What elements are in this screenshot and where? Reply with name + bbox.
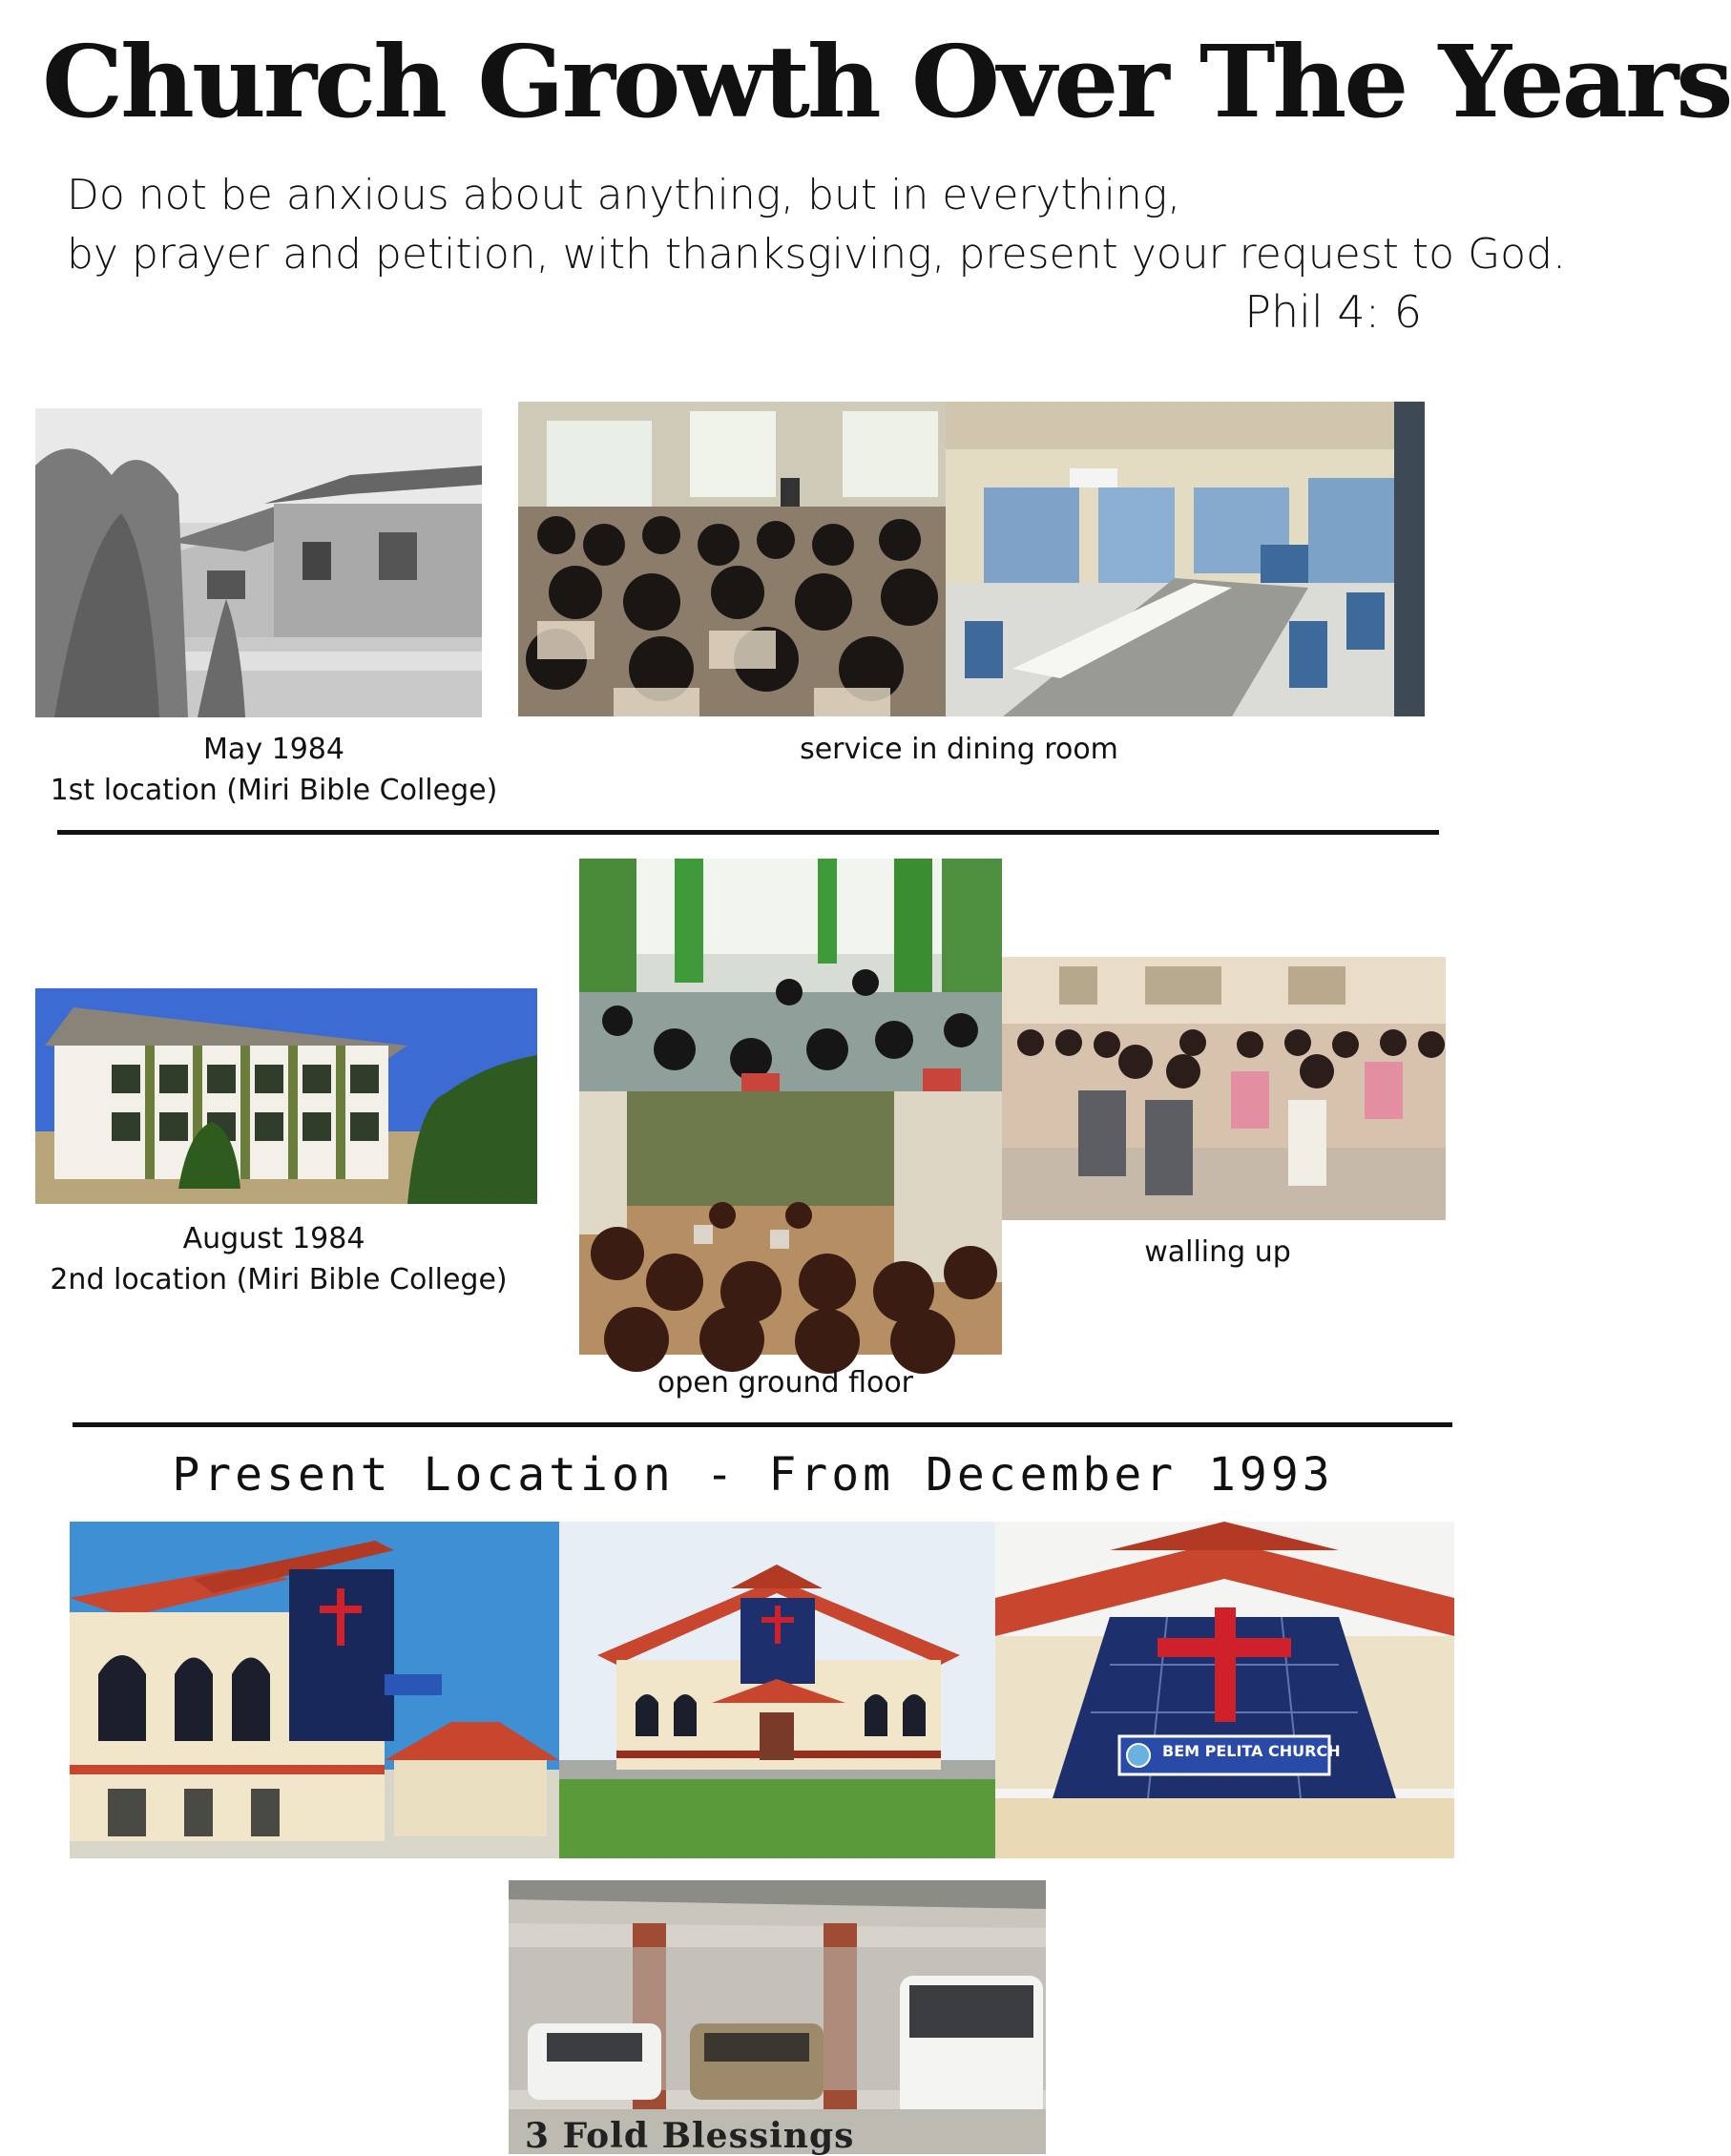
caption-service-dining-room: service in dining room xyxy=(800,733,1118,766)
church-sign-text: BEM PELITA CHURCH xyxy=(1162,1742,1341,1760)
caption-august-1984: August 1984 xyxy=(182,1222,365,1255)
caption-walling-up: walling up xyxy=(1144,1235,1291,1269)
photo-church-front-view xyxy=(559,1522,995,1858)
blessings-caption: 3 Fold Blessings xyxy=(525,2116,855,2156)
divider-2 xyxy=(73,1422,1452,1427)
photo-car-park xyxy=(509,1880,1046,2154)
divider-1 xyxy=(57,830,1439,835)
caption-first-location: 1st location (Miri Bible College) xyxy=(50,774,498,807)
page-title: Church Growth Over The Years xyxy=(42,23,1731,140)
photo-second-location xyxy=(35,988,537,1204)
photo-church-sign-closeup xyxy=(995,1522,1454,1858)
caption-second-location: 2nd location (Miri Bible College) xyxy=(50,1263,508,1296)
verse-line-2: by prayer and petition, with thanksgiving, present your request to God. xyxy=(67,230,1567,279)
verse-line-1: Do not be anxious about anything, but in everything, xyxy=(67,171,1181,219)
photo-service-dining-room xyxy=(518,402,948,716)
photo-dining-room-empty xyxy=(946,402,1425,716)
photo-church-side-view xyxy=(70,1522,559,1858)
photo-walling-up xyxy=(1002,957,1446,1220)
photo-open-ground-floor-top xyxy=(579,859,1002,1091)
caption-open-ground-floor: open ground floor xyxy=(657,1366,914,1399)
photo-first-location xyxy=(35,408,482,717)
verse-reference: Phil 4: 6 xyxy=(1244,286,1422,338)
present-location-heading: Present Location - From December 1993 xyxy=(172,1448,1334,1502)
photo-open-ground-floor-bottom xyxy=(579,1091,1002,1355)
caption-may-1984: May 1984 xyxy=(203,733,344,766)
